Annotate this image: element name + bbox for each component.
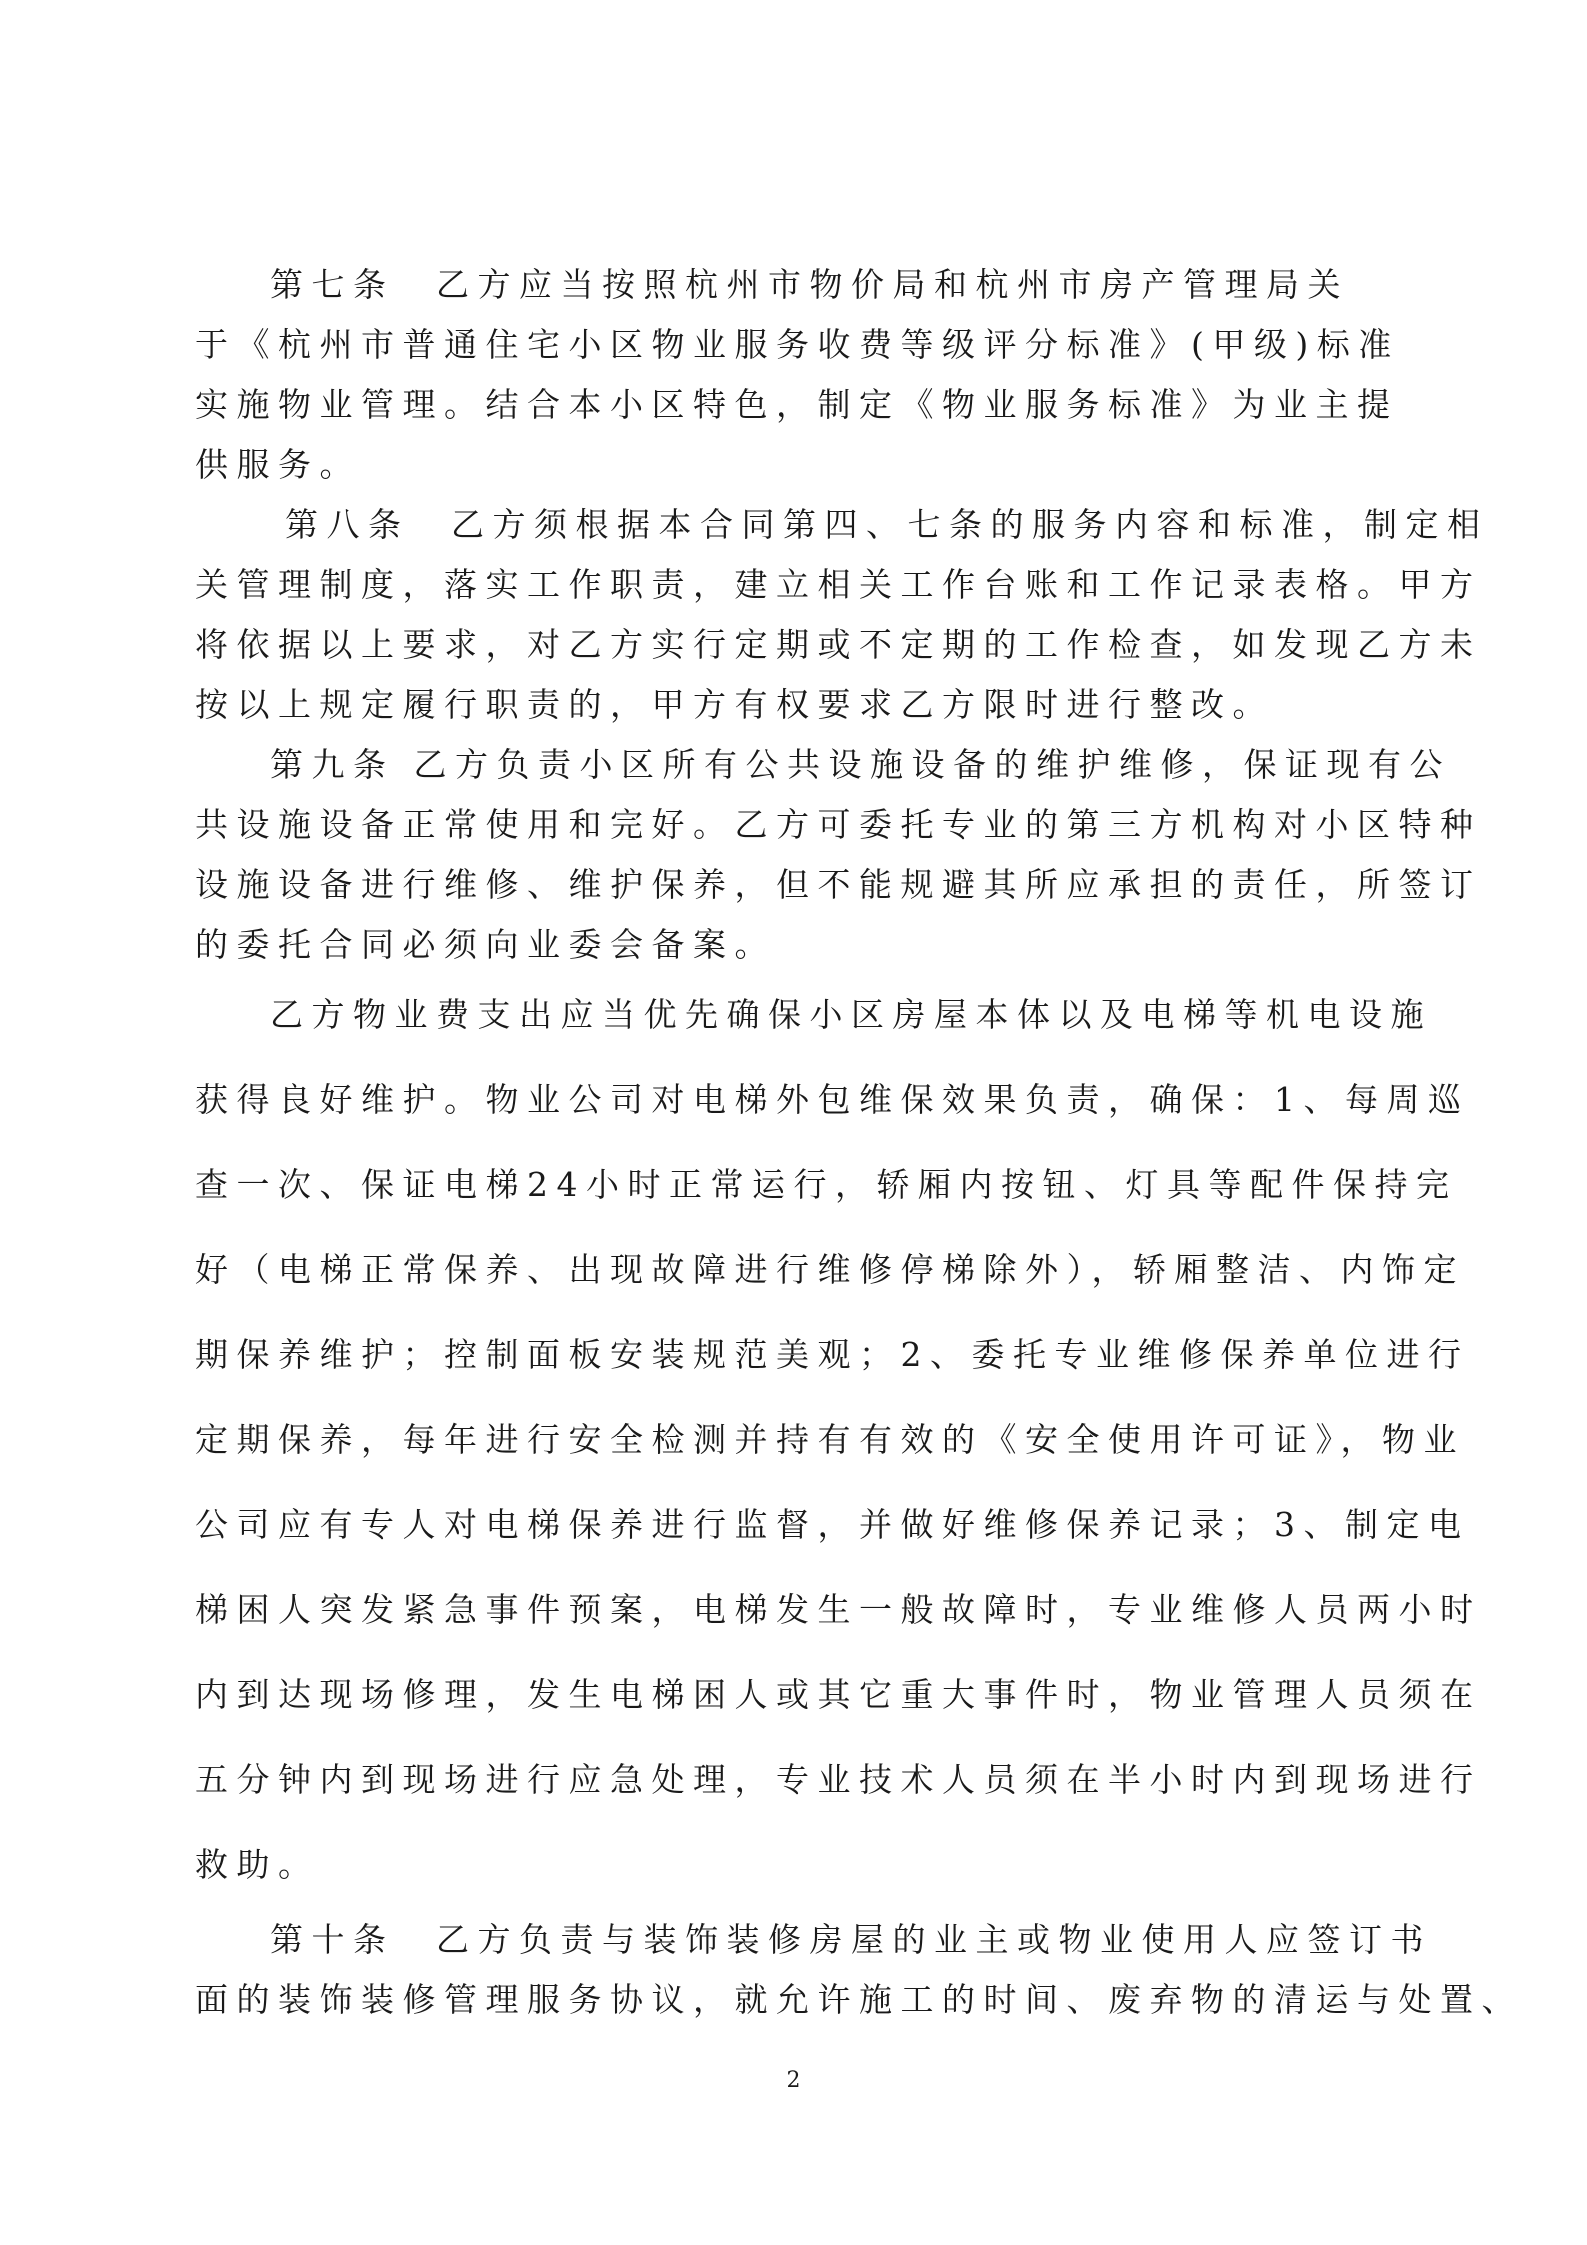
elevator-paragraph-line-7: 公司应有专人对电梯保养进行监督，并做好维修保养记录；3、制定电 — [195, 1505, 1470, 1544]
elevator-paragraph-line-9: 内到达现场修理，发生电梯困人或其它重大事件时，物业管理人员须在 — [195, 1675, 1482, 1714]
elevator-paragraph-line-1: 乙方物业费支出应当优先确保小区房屋本体以及电梯等机电设施 — [270, 995, 1432, 1034]
article-9-line-2: 共设施设备正常使用和完好。乙方可委托专业的第三方机构对小区特种 — [195, 805, 1482, 844]
article-8-line-3: 将依据以上要求，对乙方实行定期或不定期的工作检查，如发现乙方未 — [195, 625, 1482, 664]
article-10-line-1: 第十条 乙方负责与装饰装修房屋的业主或物业使用人应签订书 — [270, 1920, 1432, 1959]
article-7-line-2: 于《杭州市普通住宅小区物业服务收费等级评分标准》(甲级)标准 — [195, 325, 1400, 364]
elevator-paragraph-line-2: 获得良好维护。物业公司对电梯外包维保效果负责，确保：1、每周巡 — [195, 1080, 1470, 1119]
elevator-paragraph-line-8: 梯困人突发紧急事件预案，电梯发生一般故障时，专业维修人员两小时 — [195, 1590, 1482, 1629]
article-9-line-1: 第九条 乙方负责小区所有公共设施设备的维护维修，保证现有公 — [270, 745, 1451, 784]
elevator-paragraph-line-10: 五分钟内到现场进行应急处理，专业技术人员须在半小时内到现场进行 — [195, 1760, 1482, 1799]
elevator-paragraph-line-4: 好（电梯正常保养、出现故障进行维修停梯除外），轿厢整洁、内饰定 — [195, 1250, 1465, 1289]
article-7-line-1: 第七条 乙方应当按照杭州市物价局和杭州市房产管理局关 — [270, 265, 1349, 304]
article-9-line-4: 的委托合同必须向业委会备案。 — [195, 925, 776, 964]
article-8-line-2: 关管理制度，落实工作职责，建立相关工作台账和工作记录表格。甲方 — [195, 565, 1482, 604]
elevator-paragraph-line-11: 救助。 — [195, 1845, 320, 1884]
article-7-line-4: 供服务。 — [195, 445, 361, 484]
article-8-line-1: 第八条 乙方须根据本合同第四、七条的服务内容和标准，制定相 — [285, 505, 1489, 544]
page-number: 2 — [786, 2068, 801, 2093]
article-7-line-3: 实施物业管理。结合本小区特色，制定《物业服务标准》为业主提 — [195, 385, 1399, 424]
elevator-paragraph-line-6: 定期保养，每年进行安全检测并持有有效的《安全使用许可证》，物业 — [195, 1420, 1465, 1459]
article-10-line-2: 面的装饰装修管理服务协议，就允许施工的时间、废弃物的清运与处置、 — [195, 1980, 1523, 2019]
article-9-line-3: 设施设备进行维修、维护保养，但不能规避其所应承担的责任，所签订 — [195, 865, 1482, 904]
article-8-line-4: 按以上规定履行职责的，甲方有权要求乙方限时进行整改。 — [195, 685, 1274, 724]
elevator-paragraph-line-5: 期保养维护；控制面板安装规范美观；2、委托专业维修保养单位进行 — [195, 1335, 1470, 1374]
elevator-paragraph-line-3: 查一次、保证电梯24小时正常运行，轿厢内按钮、灯具等配件保持完 — [195, 1165, 1458, 1204]
